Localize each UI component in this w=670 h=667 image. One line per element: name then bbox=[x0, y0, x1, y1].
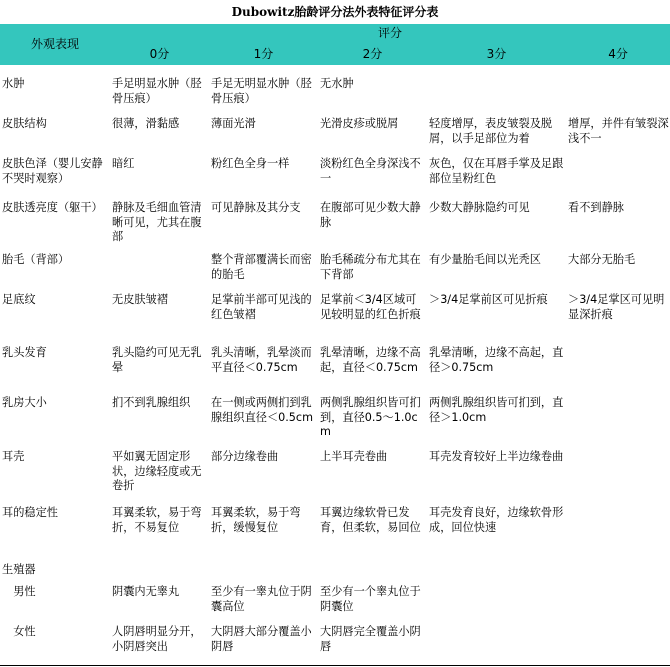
score-1-header: 1分 bbox=[209, 44, 318, 65]
cell bbox=[566, 395, 670, 449]
row-label: 耳壳 bbox=[2, 450, 25, 463]
row-label: 皮肤结构 bbox=[2, 117, 47, 130]
cell bbox=[566, 624, 670, 662]
table-row bbox=[0, 252, 670, 292]
cell bbox=[566, 449, 670, 505]
cell: 耳壳发育较好上半边缘卷曲 bbox=[429, 450, 564, 463]
row-label: 生殖器 bbox=[2, 563, 36, 576]
cell: 足掌前＜3/4区域可见较明显的红色折痕 bbox=[320, 293, 421, 321]
cell: 在一侧或两侧扪到乳腺组织直径＜0.5cm bbox=[211, 396, 313, 424]
cell bbox=[566, 345, 670, 395]
dubowitz-table bbox=[0, 24, 670, 662]
cell: 耳翼柔软，易于弯折，缓慢复位 bbox=[211, 506, 301, 534]
table-row bbox=[0, 345, 670, 395]
cell: 在腹部可见少数大静脉 bbox=[320, 201, 421, 229]
cell bbox=[566, 562, 670, 584]
cell: 乳头隐约可见无乳晕 bbox=[112, 346, 202, 374]
table-title: Dubowitz胎龄评分法外表特征评分表 bbox=[231, 5, 439, 19]
table-row bbox=[0, 395, 670, 449]
cell: 无水肿 bbox=[320, 77, 354, 90]
row-label: 乳头发育 bbox=[2, 346, 47, 359]
score-2-header: 2分 bbox=[318, 44, 427, 65]
cell: 阴囊内无睾丸 bbox=[112, 585, 180, 598]
score-0-header: 0分 bbox=[110, 44, 209, 65]
row-label: 乳房大小 bbox=[2, 396, 47, 409]
cell: 增厚，并件有皱裂深浅不一 bbox=[568, 117, 669, 145]
cell: 人阴唇明显分开，小阴唇突出 bbox=[112, 625, 202, 653]
score-group-header: 评分 bbox=[110, 24, 670, 44]
cell: 可见静脉及其分支 bbox=[211, 201, 301, 214]
cell: 灰色，仅在耳唇手掌及足跟部位呈粉红色 bbox=[429, 157, 564, 185]
cell: 大阴唇大部分覆盖小阴唇 bbox=[211, 625, 312, 653]
table-row bbox=[0, 200, 670, 252]
cell bbox=[427, 76, 566, 116]
cell bbox=[566, 156, 670, 200]
cell: 静脉及毛细血管清晰可见，尤其在腹部 bbox=[112, 201, 202, 243]
cell: 至少有一个睾丸位于阴囊位 bbox=[320, 585, 421, 613]
table-row bbox=[0, 116, 670, 156]
cell: 手足无明显水肿（胫骨压痕） bbox=[211, 77, 312, 105]
cell: 乳晕清晰，边缘不高起，直径＜0.75cm bbox=[320, 346, 421, 374]
cell: 淡粉红色全身深浅不一 bbox=[320, 157, 421, 185]
cell bbox=[110, 252, 209, 292]
cell bbox=[209, 562, 318, 584]
row-label: 水肿 bbox=[2, 77, 25, 90]
table-row bbox=[0, 449, 670, 505]
row-label: 耳的稳定性 bbox=[2, 506, 58, 519]
cell: 胎毛稀疏分布尤其在下背部 bbox=[320, 253, 421, 281]
cell: 乳晕清晰，边缘不高起，直径＞0.75cm bbox=[429, 346, 564, 374]
cell bbox=[566, 76, 670, 116]
cell: 耳翼柔软，易于弯折，不易复位 bbox=[112, 506, 202, 534]
table-row bbox=[0, 156, 670, 200]
cell bbox=[427, 584, 566, 624]
row-label: 女性 bbox=[2, 625, 36, 638]
cell: 扪不到乳腺组织 bbox=[112, 396, 191, 409]
table-row bbox=[0, 292, 670, 345]
cell: 大部分无胎毛 bbox=[568, 253, 636, 266]
cell: ＞3/4足掌前区可见折痕 bbox=[429, 293, 548, 306]
cell: 很薄，滑黏感 bbox=[112, 117, 180, 130]
cell: 整个背部覆满长而密的胎毛 bbox=[211, 253, 312, 281]
cell: 少数大静脉隐约可见 bbox=[429, 201, 530, 214]
cell: 手足明显水肿（胫骨压痕） bbox=[112, 77, 202, 105]
table-row bbox=[0, 624, 670, 662]
table-row bbox=[0, 76, 670, 116]
score-3-header: 3分 bbox=[427, 44, 566, 65]
cell bbox=[566, 584, 670, 624]
cell bbox=[566, 505, 670, 562]
cell: 粉红色全身一样 bbox=[211, 157, 290, 170]
cell: 薄面光滑 bbox=[211, 117, 256, 130]
row-label: 男性 bbox=[2, 585, 36, 598]
row-label: 皮肤透亮度（躯干） bbox=[2, 201, 103, 214]
cell: 两侧乳腺组织皆可扪到，直径＞1.0cm bbox=[429, 396, 564, 424]
table-row bbox=[0, 584, 670, 624]
cell: 足掌前半部可见浅的红色皱褶 bbox=[211, 293, 312, 321]
cell: 光滑皮疹或脱屑 bbox=[320, 117, 399, 130]
cell bbox=[427, 562, 566, 584]
cell: 大阴唇完全覆盖小阴唇 bbox=[320, 625, 421, 653]
cell: 无皮肤皱褶 bbox=[112, 293, 168, 306]
table-row bbox=[0, 562, 670, 584]
cell: 两侧乳腺组织皆可扪到，直径0.5～1.0cm bbox=[320, 396, 421, 438]
cell: 暗红 bbox=[112, 157, 135, 170]
cell: 平如翼无固定形状，边缘轻度或无卷折 bbox=[112, 450, 202, 492]
cell: 至少有一睾丸位于阴囊高位 bbox=[211, 585, 312, 613]
cell: 乳头清晰，乳晕淡而平直径＜0.75cm bbox=[211, 346, 312, 374]
row-label: 皮肤色泽（婴儿安静不哭时观察） bbox=[2, 157, 103, 185]
cell: 轻度增厚，表皮皱裂及脱屑，以手足部位为着 bbox=[429, 117, 553, 145]
feature-column-header: 外观表现 bbox=[0, 24, 110, 65]
cell: 耳翼边缘软骨已发育，但柔软，易回位 bbox=[320, 506, 421, 534]
score-4-header: 4分 bbox=[566, 44, 670, 65]
cell bbox=[427, 624, 566, 662]
row-label: 足底纹 bbox=[2, 293, 36, 306]
row-label: 胎毛（背部） bbox=[2, 253, 70, 266]
bottom-rule bbox=[0, 665, 670, 666]
cell: 部分边缘卷曲 bbox=[211, 450, 279, 463]
cell: ＞3/4足掌区可见明显深折痕 bbox=[568, 293, 665, 321]
cell bbox=[110, 562, 209, 584]
cell: 上半耳壳卷曲 bbox=[320, 450, 388, 463]
cell: 耳壳发育良好，边缘软骨形成，回位快速 bbox=[429, 506, 564, 534]
cell: 看不到静脉 bbox=[568, 201, 624, 214]
cell: 有少量胎毛间以光秃区 bbox=[429, 253, 541, 266]
cell bbox=[318, 562, 427, 584]
table-row bbox=[0, 505, 670, 562]
